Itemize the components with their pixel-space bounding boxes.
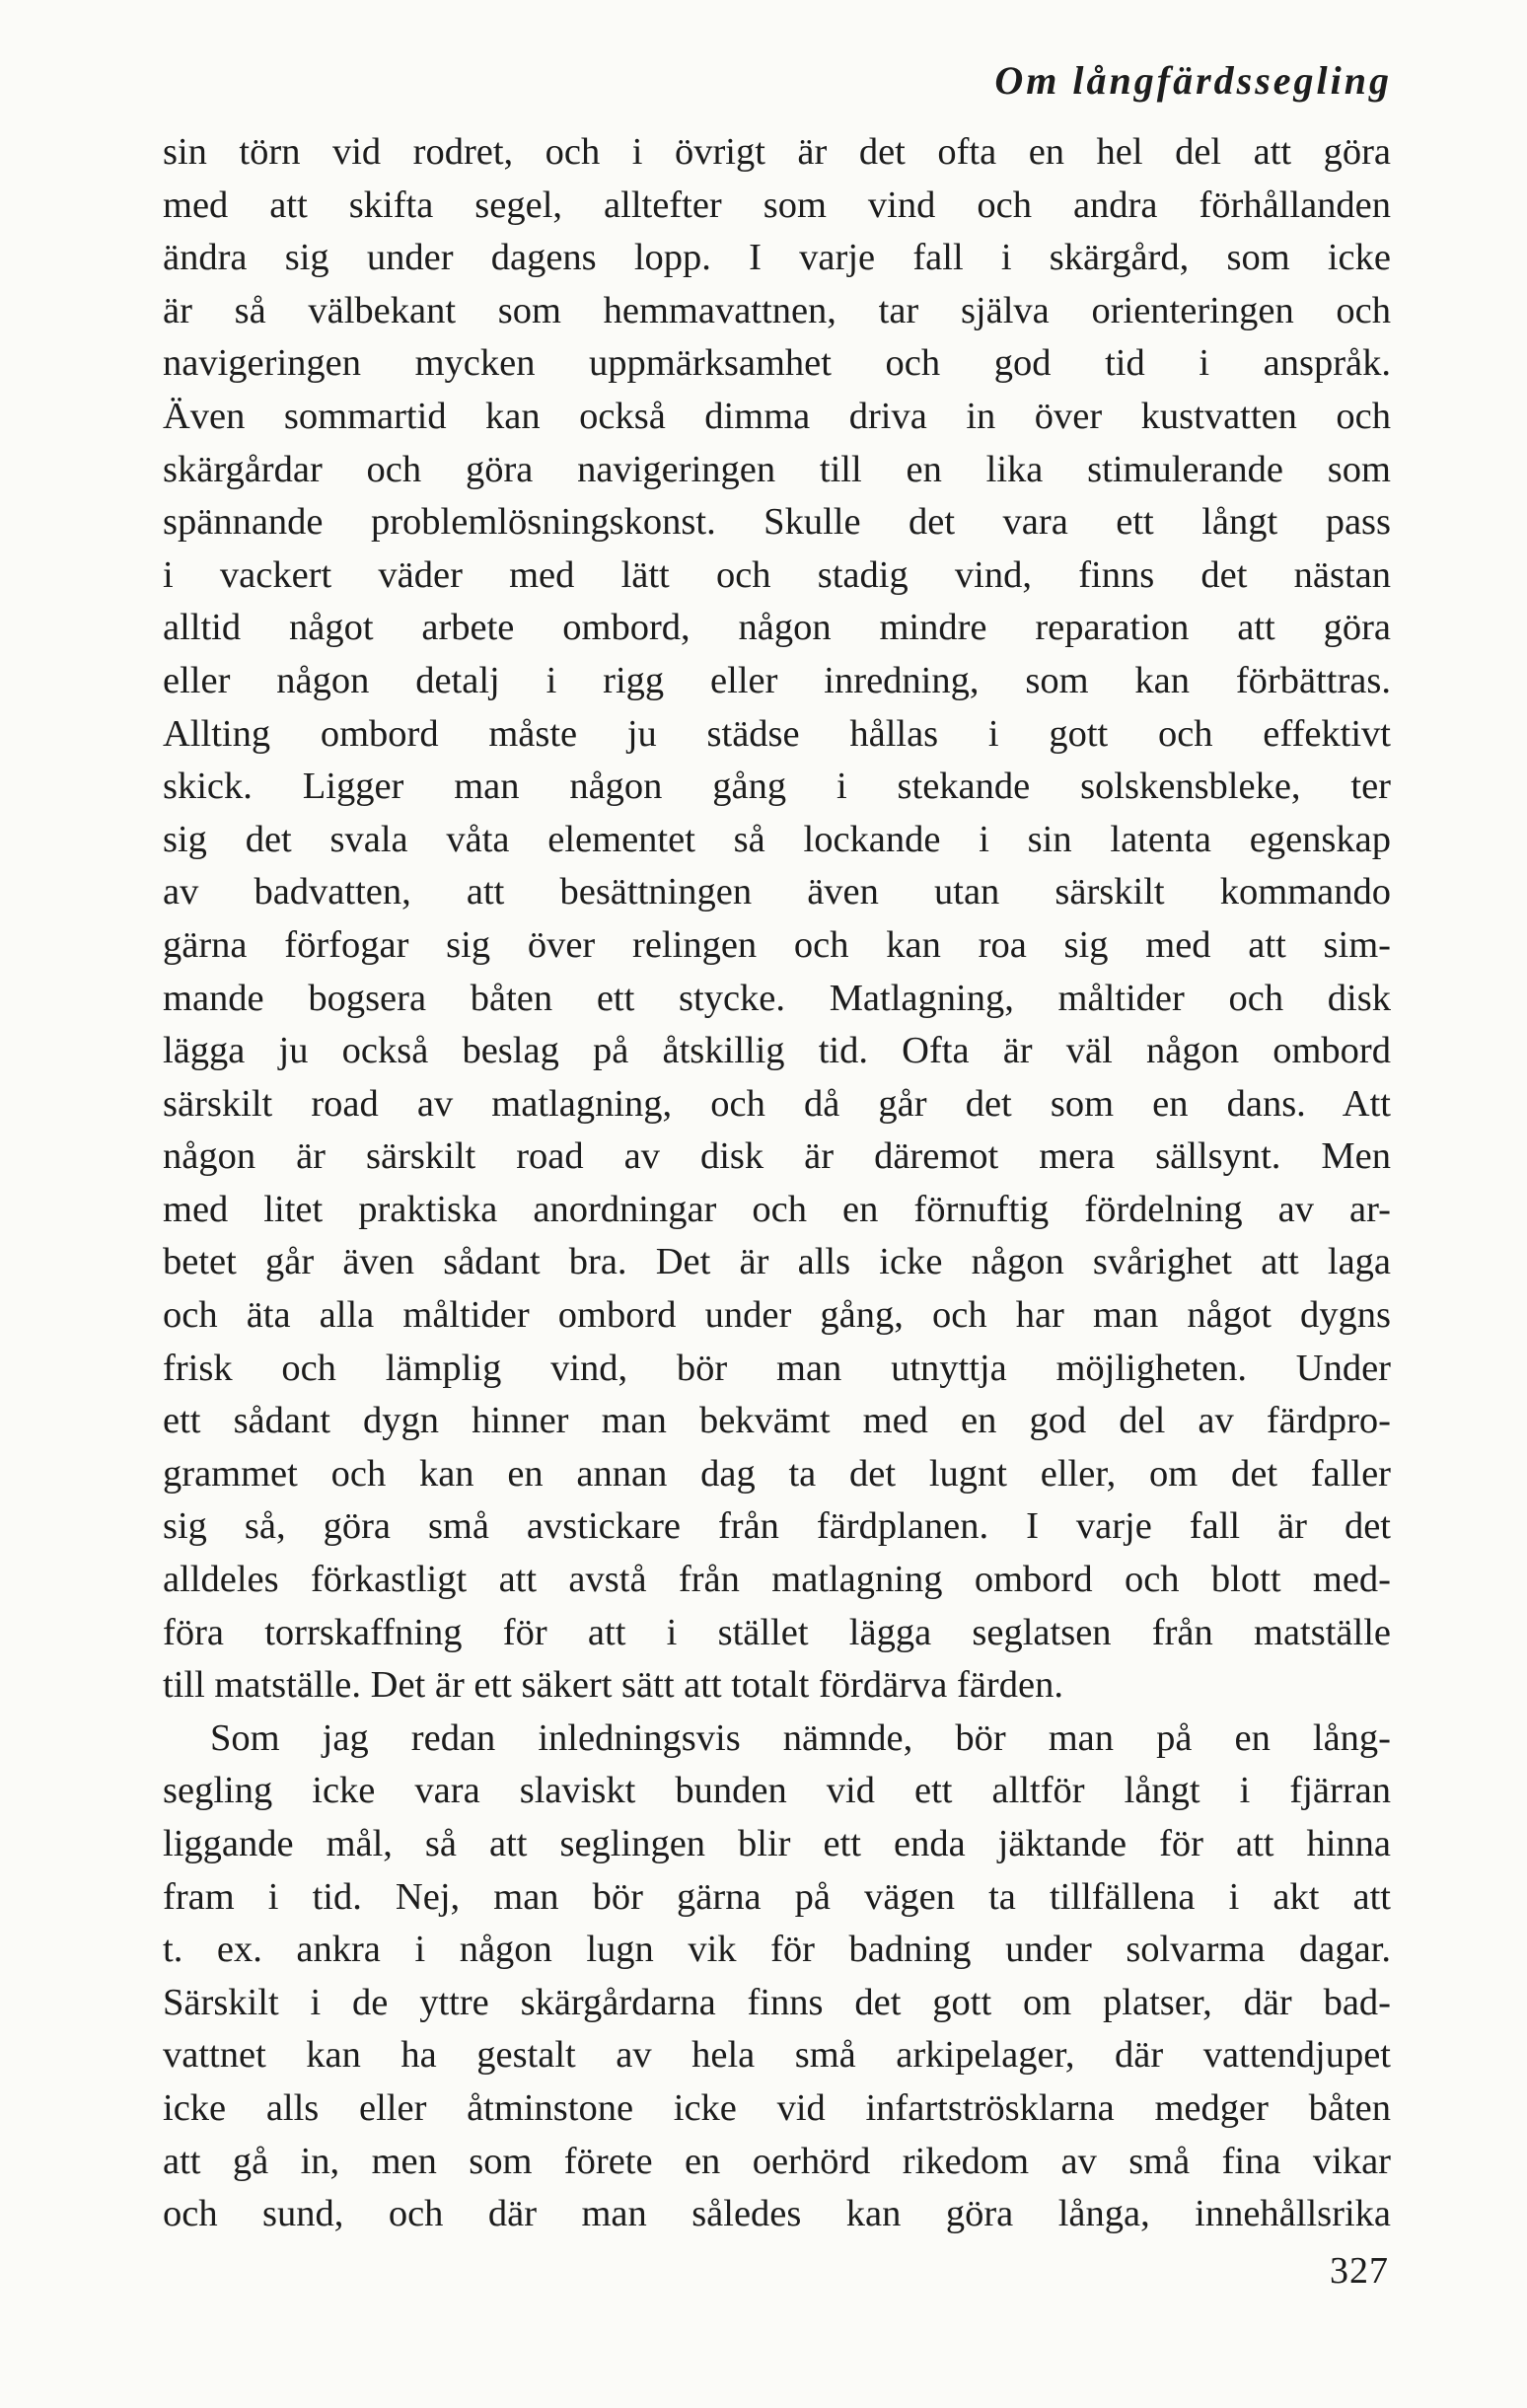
text-line: Även sommartid kan också dimma driva in över kustvatten och — [163, 395, 1391, 437]
text-line: Särskilt i de yttre skärgårdarna finns det gott om platser, där bad- — [163, 1981, 1391, 2023]
text-line: betet går även sådant bra. Det är alls icke någon svårighet att laga — [163, 1241, 1391, 1283]
text-line: till matställe. Det är ett säkert sätt att totalt fördärva färden. — [163, 1664, 1063, 1707]
text-line: lägga ju också beslag på åtskillig tid. Ofta är väl någon ombord — [163, 1030, 1391, 1072]
text-line: gärna förfogar sig över relingen och kan roa sig med att sim- — [163, 923, 1391, 966]
text-line: sin törn vid rodret, och i övrigt är det ofta en hel del att göra — [163, 131, 1391, 173]
text-line: ett sådant dygn hinner man bekvämt med en god del av färdpro- — [163, 1400, 1391, 1442]
text-line: någon är särskilt road av disk är däremot mera sällsynt. Men — [163, 1135, 1391, 1178]
text-line: med litet praktiska anordningar och en förnuftig fördelning av ar- — [163, 1188, 1391, 1230]
running-title: Om långfärdssegling — [994, 58, 1392, 103]
text-line: eller någon detalj i rigg eller inredning, som kan förbättras. — [163, 659, 1391, 701]
text-line: skick. Ligger man någon gång i stekande solskensbleke, ter — [163, 766, 1391, 808]
text-line: liggande mål, så att seglingen blir ett enda jäktande för att hinna — [163, 1823, 1391, 1864]
text-line: alldeles förkastligt att avstå från matlagning ombord och blott med- — [163, 1559, 1391, 1601]
text-line: och sund, och där man således kan göra långa, innehållsrika — [163, 2193, 1391, 2235]
body-text — [163, 126, 1391, 2241]
text-line: sig så, göra små avstickare från färdplanen. I varje fall är det — [163, 1505, 1391, 1548]
text-line: att gå in, men som förete en oerhörd rikedom av små fina vikar — [163, 2140, 1391, 2182]
page-number: 327 — [1330, 2250, 1389, 2292]
text-line: alltid något arbete ombord, någon mindre reparation att göra — [163, 607, 1391, 649]
text-line: med att skifta segel, alltefter som vind och andra förhållanden — [163, 183, 1391, 226]
text-line: grammet och kan en annan dag ta det lugnt eller, om det faller — [163, 1452, 1391, 1495]
text-line: Som jag redan inledningsvis nämnde, bör man på en lång- — [210, 1716, 1391, 1759]
text-line: t. ex. ankra i någon lugn vik för badning under solvarma dagar. — [163, 1929, 1391, 1971]
text-line: icke alls eller åtminstone icke vid infartströsklarna medger båten — [163, 2086, 1391, 2129]
text-line: i vackert väder med lätt och stadig vind, finns det nästan — [163, 553, 1391, 596]
text-line: sig det svala våta elementet så lockande i sin latenta egenskap — [163, 818, 1391, 860]
text-line: spännande problemlösningskonst. Skulle det vara ett långt pass — [163, 501, 1391, 544]
text-line: föra torrskaffning för att i stället lägga seglatsen från matställe — [163, 1611, 1391, 1653]
text-line: fram i tid. Nej, man bör gärna på vägen ta tillfällena i akt att — [163, 1875, 1391, 1918]
text-line: och äta alla måltider ombord under gång, och har man något dygns — [163, 1294, 1391, 1337]
text-line: ändra sig under dagens lopp. I varje fall i skärgård, som icke — [163, 237, 1391, 279]
text-line: skärgårdar och göra navigeringen till en lika stimulerande som — [163, 448, 1391, 490]
text-line: segling icke vara slaviskt bunden vid ett alltför långt i fjärran — [163, 1770, 1391, 1812]
text-line: frisk och lämplig vind, bör man utnyttja möjligheten. Under — [163, 1347, 1391, 1389]
text-line: är så välbekant som hemmavattnen, tar själva orienteringen och — [163, 289, 1391, 331]
text-line: mande bogsera båten ett stycke. Matlagning, måltider och disk — [163, 977, 1391, 1019]
text-line: Allting ombord måste ju städse hållas i gott och effektivt — [163, 712, 1391, 755]
text-line: särskilt road av matlagning, och då går det som en dans. Att — [163, 1082, 1391, 1125]
text-line: navigeringen mycken uppmärksamhet och god tid i anspråk. — [163, 342, 1391, 385]
text-line: vattnet kan ha gestalt av hela små arkipelager, där vattendjupet — [163, 2034, 1391, 2077]
text-line: av badvatten, att besättningen även utan särskilt kommando — [163, 871, 1391, 913]
